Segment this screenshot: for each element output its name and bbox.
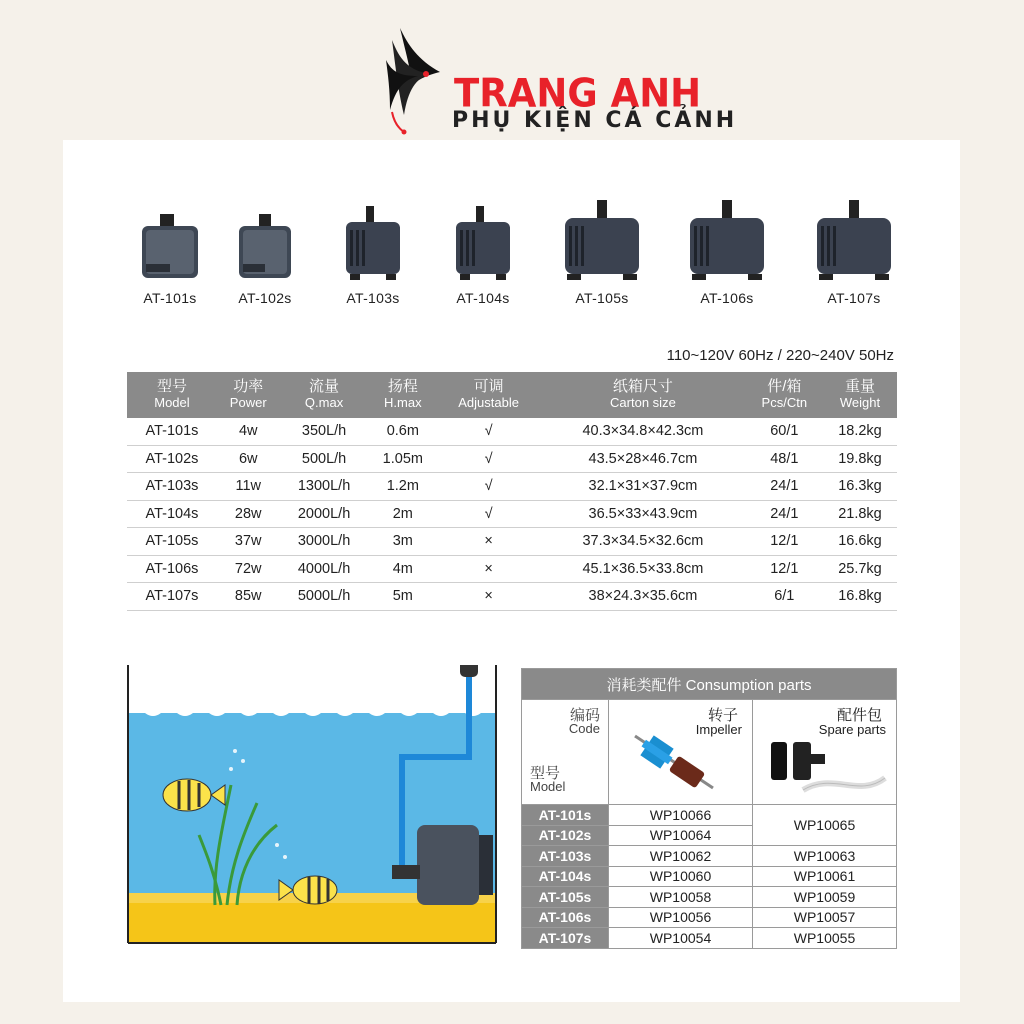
spec-row <box>127 555 897 583</box>
parts-row <box>522 846 897 867</box>
spec-cell: 6w <box>217 445 280 473</box>
aquarium-illustration <box>127 665 497 945</box>
spec-cell: 12/1 <box>746 528 823 556</box>
spec-cell: × <box>437 528 540 556</box>
spec-row <box>127 473 897 501</box>
impeller-code-cell: WP10060 <box>609 866 753 887</box>
pump-large-icon <box>682 200 772 284</box>
parts-row <box>522 928 897 949</box>
spec-row <box>127 445 897 473</box>
spec-cell: 2000L/h <box>280 500 369 528</box>
pump-large-icon <box>557 200 647 284</box>
impeller-code-cell: WP10058 <box>609 887 753 908</box>
pump-small-icon <box>233 200 297 284</box>
spec-cell: 85w <box>217 583 280 611</box>
spec-cell: 48/1 <box>746 445 823 473</box>
parts-row <box>522 887 897 908</box>
pump-large-icon <box>809 200 899 284</box>
pump-small-icon <box>138 200 202 284</box>
spec-row <box>127 583 897 611</box>
spec-cell: AT-101s <box>127 418 217 445</box>
pump-label: AT-104s <box>456 290 510 306</box>
spec-cell: 72w <box>217 555 280 583</box>
spare-parts-icon <box>763 738 893 800</box>
spec-cell: 18.2kg <box>823 418 897 445</box>
spec-cell: √ <box>437 445 540 473</box>
spec-cell: 4w <box>217 418 280 445</box>
angelfish-logo-icon <box>378 20 448 135</box>
spec-cell: 4000L/h <box>280 555 369 583</box>
spec-cell: √ <box>437 418 540 445</box>
pump-medium-icon <box>338 200 408 284</box>
spec-cell: 37w <box>217 528 280 556</box>
pump-label: AT-107s <box>827 290 881 306</box>
pump-item <box>552 200 652 306</box>
pump-item <box>120 200 220 306</box>
spec-cell: 24/1 <box>746 500 823 528</box>
pump-item <box>677 200 777 306</box>
col-header-qmax: 流量 Q.max <box>280 372 369 418</box>
brand-header <box>378 20 798 140</box>
spec-cell: 16.3kg <box>823 473 897 501</box>
pump-label: AT-103s <box>346 290 400 306</box>
spec-cell: 0.6m <box>369 418 437 445</box>
spec-cell: 45.1×36.5×33.8cm <box>540 555 745 583</box>
spec-cell: 1.2m <box>369 473 437 501</box>
parts-title: 消耗类配件 Consumption parts <box>522 669 897 700</box>
parts-model-cell: AT-103s <box>522 846 609 867</box>
col-header-hmax: 扬程 H.max <box>369 372 437 418</box>
impeller-code-cell: WP10066 <box>609 805 753 826</box>
spec-cell: 38×24.3×35.6cm <box>540 583 745 611</box>
impeller-code-cell: WP10062 <box>609 846 753 867</box>
pump-item <box>433 200 533 306</box>
spec-cell: 3000L/h <box>280 528 369 556</box>
col-header-adjustable: 可调 Adjustable <box>437 372 540 418</box>
pump-label: AT-101s <box>143 290 197 306</box>
spec-cell: × <box>437 583 540 611</box>
spare-code-cell: WP10063 <box>753 846 897 867</box>
pump-medium-icon <box>448 200 518 284</box>
parts-model-cell: AT-101s <box>522 805 609 826</box>
pump-label: AT-102s <box>238 290 292 306</box>
brand-tagline: PHỤ KIỆN CÁ CẢNH <box>452 108 738 133</box>
spec-cell: 21.8kg <box>823 500 897 528</box>
spec-table <box>127 372 897 611</box>
parts-row <box>522 866 897 887</box>
spec-cell: 4m <box>369 555 437 583</box>
spare-code-cell: WP10057 <box>753 907 897 928</box>
pump-label: AT-106s <box>700 290 754 306</box>
col-header-model: 型号 Model <box>127 372 217 418</box>
impeller-icon <box>629 726 719 796</box>
spec-cell: 19.8kg <box>823 445 897 473</box>
spec-cell: 1300L/h <box>280 473 369 501</box>
spec-cell: AT-106s <box>127 555 217 583</box>
col-header-pcs: 件/箱 Pcs/Ctn <box>746 372 823 418</box>
spec-cell: 32.1×31×37.9cm <box>540 473 745 501</box>
spec-row <box>127 500 897 528</box>
spec-cell: 12/1 <box>746 555 823 583</box>
impeller-code-cell: WP10056 <box>609 907 753 928</box>
parts-row <box>522 907 897 928</box>
spec-cell: AT-104s <box>127 500 217 528</box>
parts-model-cell: AT-105s <box>522 887 609 908</box>
spec-cell: 6/1 <box>746 583 823 611</box>
spec-cell: 43.5×28×46.7cm <box>540 445 745 473</box>
spec-cell: 24/1 <box>746 473 823 501</box>
spec-cell: 40.3×34.8×42.3cm <box>540 418 745 445</box>
spec-cell: 5m <box>369 583 437 611</box>
spec-cell: 25.7kg <box>823 555 897 583</box>
parts-model-cell: AT-106s <box>522 907 609 928</box>
code-model-header: 编码 Code 型号 Model <box>522 700 609 805</box>
parts-row <box>522 805 897 826</box>
spec-cell: 3m <box>369 528 437 556</box>
col-header-weight: 重量 Weight <box>823 372 897 418</box>
spec-cell: AT-105s <box>127 528 217 556</box>
spec-row <box>127 528 897 556</box>
spare-code-cell: WP10061 <box>753 866 897 887</box>
spec-row <box>127 418 897 445</box>
spec-cell: 5000L/h <box>280 583 369 611</box>
impeller-code-cell: WP10054 <box>609 928 753 949</box>
impeller-header: 转子 Impeller <box>609 700 753 805</box>
col-header-carton: 纸箱尺寸 Carton size <box>540 372 745 418</box>
spare-code-cell: WP10065 <box>753 805 897 846</box>
spec-cell: 11w <box>217 473 280 501</box>
voltage-spec: 110~120V 60Hz / 220~240V 50Hz <box>666 347 894 364</box>
spec-cell: × <box>437 555 540 583</box>
brand-name: TRANG ANH <box>454 70 702 117</box>
spec-cell: 500L/h <box>280 445 369 473</box>
spare-code-cell: WP10059 <box>753 887 897 908</box>
spec-cell: AT-107s <box>127 583 217 611</box>
impeller-code-cell: WP10064 <box>609 825 753 846</box>
pump-label: AT-105s <box>575 290 629 306</box>
spec-cell: 60/1 <box>746 418 823 445</box>
spec-cell: AT-102s <box>127 445 217 473</box>
parts-model-cell: AT-107s <box>522 928 609 949</box>
spec-cell: 1.05m <box>369 445 437 473</box>
pump-item <box>215 200 315 306</box>
spec-cell: 37.3×34.5×32.6cm <box>540 528 745 556</box>
product-sheet <box>63 140 960 1002</box>
pump-item <box>804 200 904 306</box>
spec-cell: √ <box>437 500 540 528</box>
parts-model-cell: AT-102s <box>522 825 609 846</box>
pump-item <box>323 200 423 306</box>
spec-cell: 16.6kg <box>823 528 897 556</box>
col-header-power: 功率 Power <box>217 372 280 418</box>
spec-cell: √ <box>437 473 540 501</box>
spec-cell: 16.8kg <box>823 583 897 611</box>
spare-code-cell: WP10055 <box>753 928 897 949</box>
spare-parts-header: 配件包 Spare parts <box>753 700 897 805</box>
parts-model-cell: AT-104s <box>522 866 609 887</box>
spec-cell: 350L/h <box>280 418 369 445</box>
spec-header-row <box>127 372 897 418</box>
spec-cell: 36.5×33×43.9cm <box>540 500 745 528</box>
spec-cell: 28w <box>217 500 280 528</box>
spec-cell: AT-103s <box>127 473 217 501</box>
pump-images-row <box>63 200 960 320</box>
parts-table <box>521 668 897 949</box>
spec-cell: 2m <box>369 500 437 528</box>
